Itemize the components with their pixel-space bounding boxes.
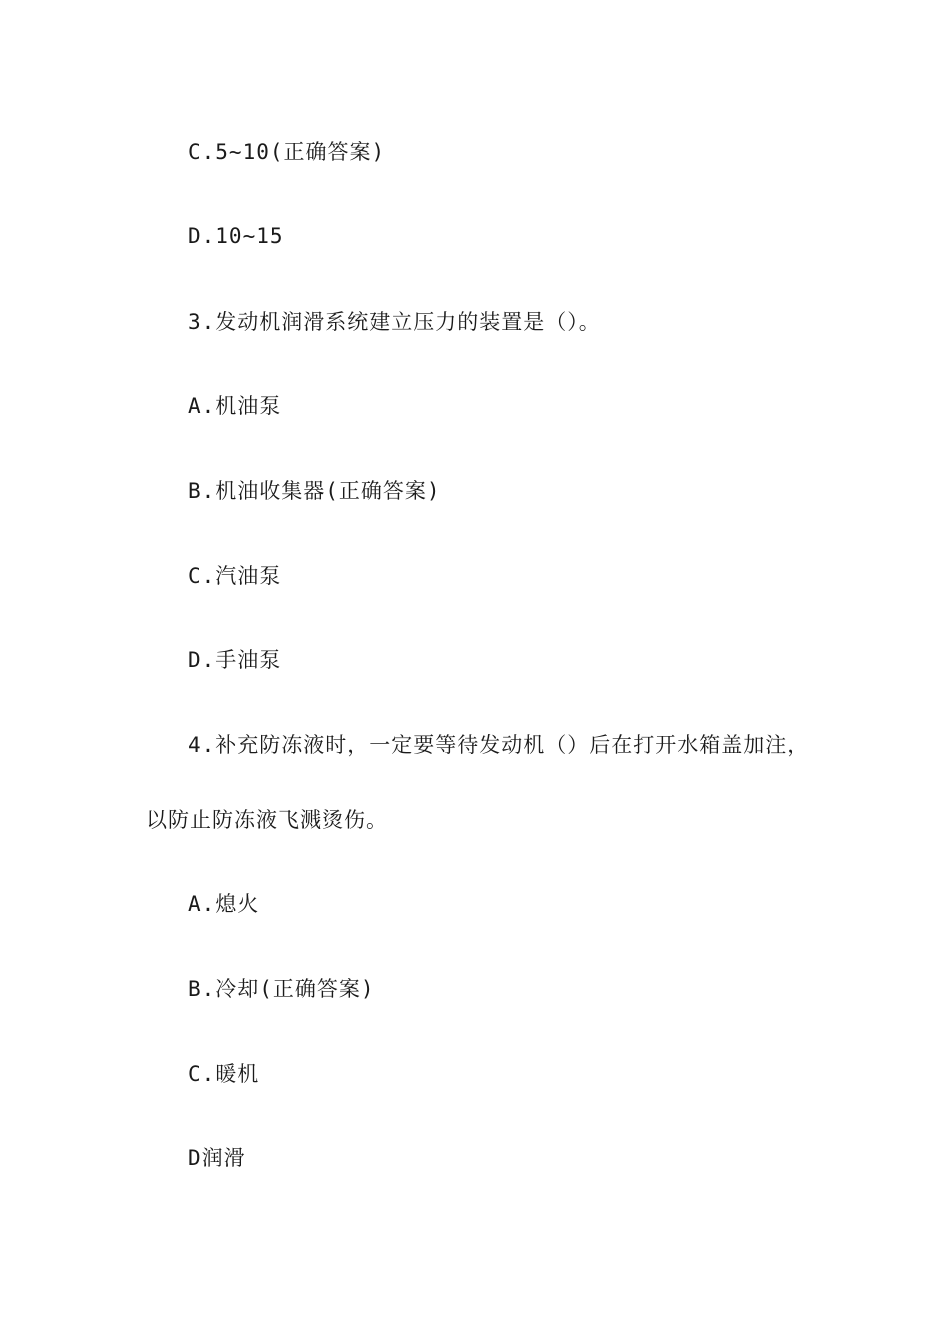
option-d-q4: D润滑	[188, 1146, 246, 1170]
question-3: 3.发动机润滑系统建立压力的装置是（）。	[188, 310, 601, 334]
option-d-q2: D.10~15	[188, 224, 284, 248]
option-c-q3: C.汽油泵	[188, 564, 282, 588]
question-4-line-2: 以防止防冻液飞溅烫伤。	[146, 808, 388, 832]
option-c-q4: C.暖机	[188, 1062, 260, 1086]
option-d-q3: D.手油泵	[188, 648, 282, 672]
option-b-q4: B.冷却(正确答案)	[188, 977, 375, 1001]
option-a-q3: A.机油泵	[188, 394, 282, 418]
question-4-line-1: 4.补充防冻液时，一定要等待发动机（）后在打开水箱盖加注，	[188, 733, 810, 757]
option-b-q3: B.机油收集器(正确答案)	[188, 479, 441, 503]
option-a-q4: A.熄火	[188, 892, 260, 916]
option-c-q2: C.5~10(正确答案)	[188, 140, 386, 164]
